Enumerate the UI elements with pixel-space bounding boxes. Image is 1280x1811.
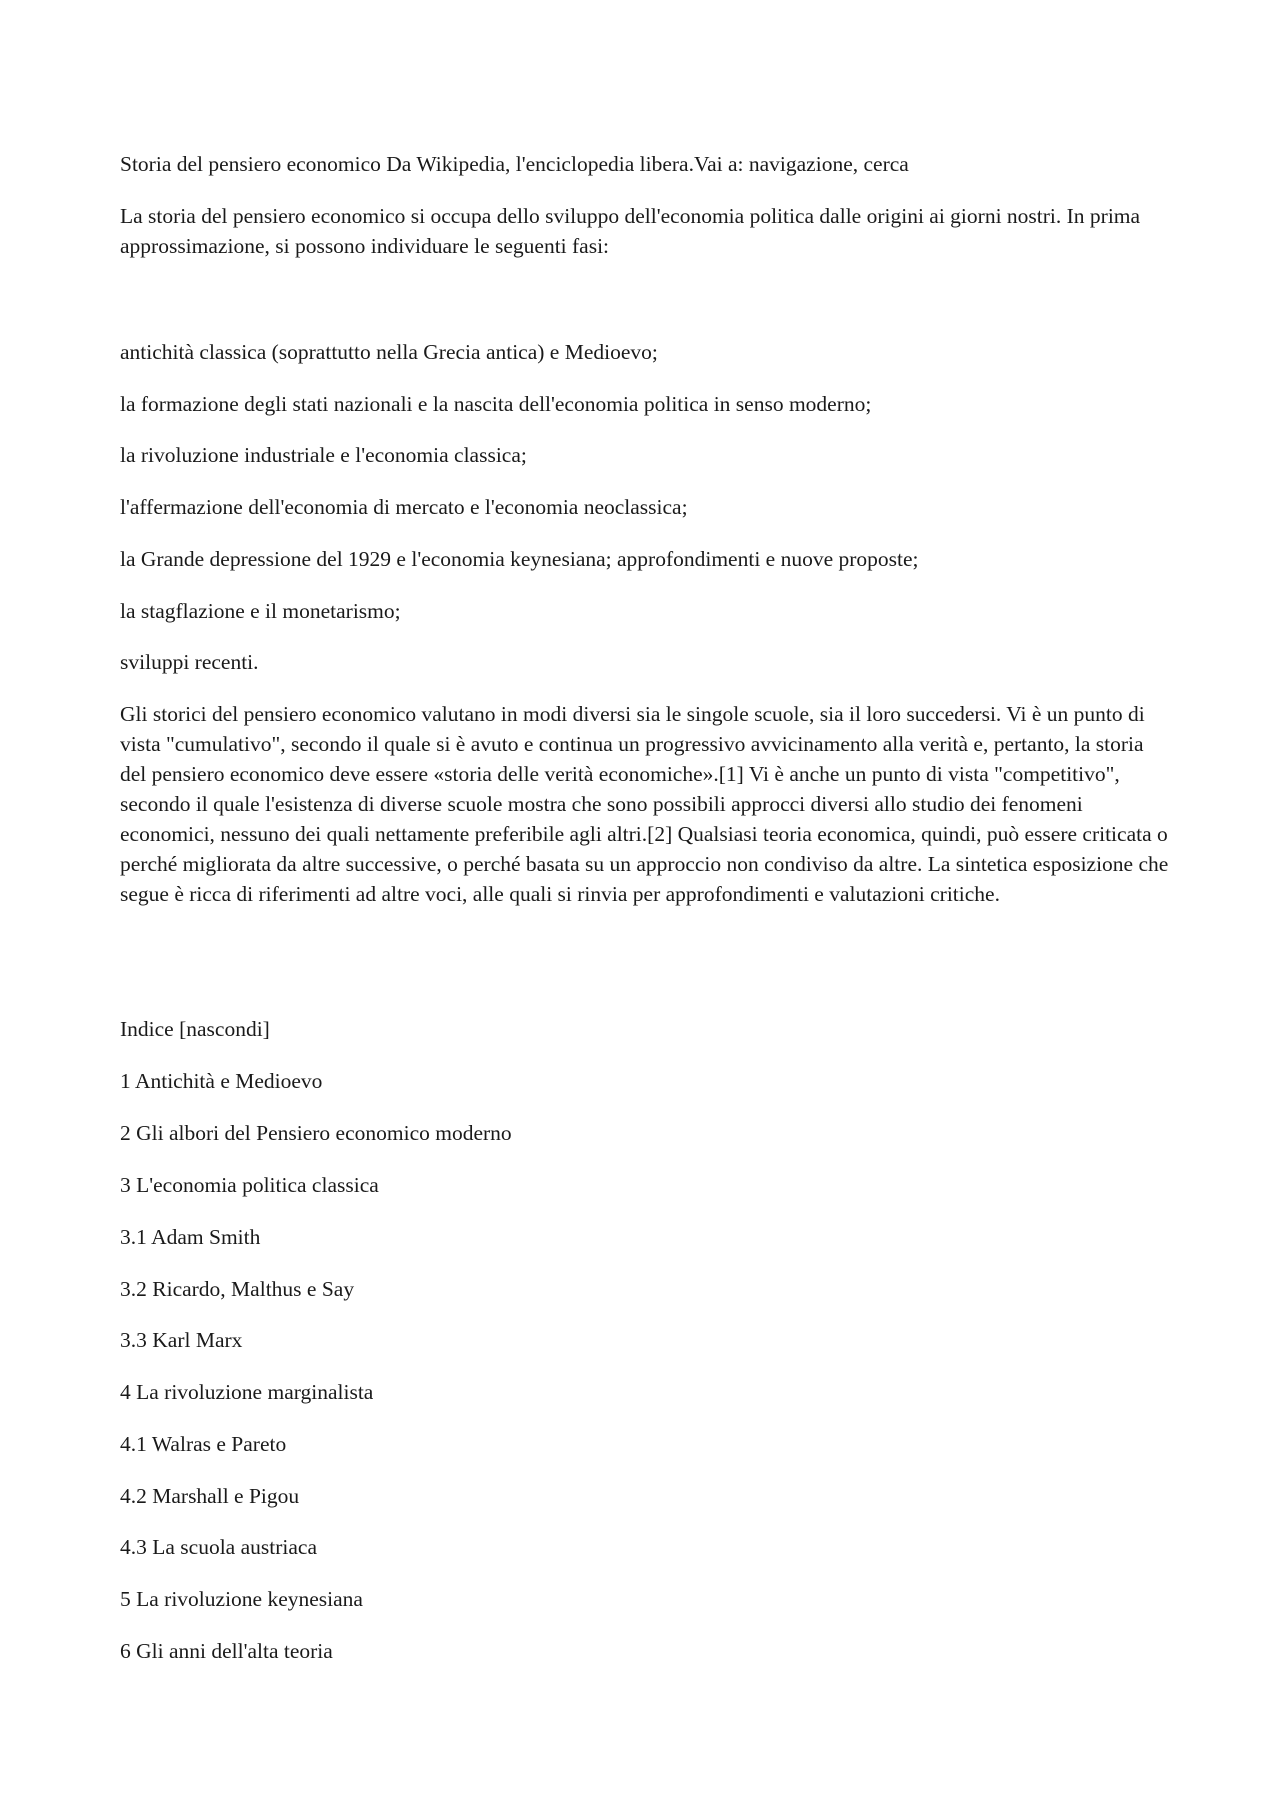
- phase-item: antichità classica (soprattutto nella Grecia antica) e Medioevo;: [120, 340, 658, 364]
- toc-item: 3 L'economia politica classica: [120, 1173, 379, 1197]
- phase-item: la stagflazione e il monetarismo;: [120, 599, 401, 623]
- discussion-paragraph: Gli storici del pensiero economico valutano in modi diversi sia le singole scuole, sia il loro succedersi. Vi è un punto di vista "cumulativo", secondo il quale si è avuto e continua un progressivo avvicinamento alla verità e, pertanto, la storia del pensiero economico deve essere «storia delle verità economiche».[1] Vi è anche un punto di vista "competitivo", secondo il quale l'esistenza di diverse scuole mostra che sono possibili approcci diversi allo studio dei fenomeni economici, nessuno dei quali nettamente preferibile agli altri.[2] Qualsiasi teoria economica, quindi, può essere criticata o perché migliorata da altre successive, o perché basata su un approccio non condiviso da altre. La sintetica esposizione che segue è ricca di riferimenti ad altre voci, alle quali si rinvia per approfondimenti e valutazioni critiche.: [120, 702, 1169, 906]
- toc-item: 2 Gli albori del Pensiero economico moderno: [120, 1121, 512, 1145]
- phase-item: la Grande depressione del 1929 e l'economia keynesiana; approfondimenti e nuove proposte;: [120, 547, 919, 571]
- toc-heading: Indice [nascondi]: [120, 1017, 270, 1041]
- toc-item: 6 Gli anni dell'alta teoria: [120, 1639, 333, 1663]
- toc-item: 4.2 Marshall e Pigou: [120, 1484, 300, 1508]
- intro-paragraph: La storia del pensiero economico si occupa dello sviluppo dell'economia politica dalle origini ai giorni nostri. In prima approssimazione, si possono individuare le seguenti fasi:: [120, 204, 1141, 258]
- phase-item: sviluppi recenti.: [120, 650, 259, 674]
- phase-item: la rivoluzione industriale e l'economia classica;: [120, 443, 527, 467]
- phase-item: la formazione degli stati nazionali e la nascita dell'economia politica in senso moderno;: [120, 392, 872, 416]
- toc-item: 5 La rivoluzione keynesiana: [120, 1587, 363, 1611]
- toc-item: 1 Antichità e Medioevo: [120, 1069, 323, 1093]
- phase-item: l'affermazione dell'economia di mercato e l'economia neoclassica;: [120, 495, 688, 519]
- toc-item: 3.2 Ricardo, Malthus e Say: [120, 1277, 355, 1301]
- toc-item: 4 La rivoluzione marginalista: [120, 1380, 374, 1404]
- toc-item: 3.3 Karl Marx: [120, 1328, 243, 1352]
- toc-item: 4.3 La scuola austriaca: [120, 1535, 317, 1559]
- toc-item: 3.1 Adam Smith: [120, 1225, 261, 1249]
- toc-item: 4.1 Walras e Pareto: [120, 1432, 287, 1456]
- title-line: Storia del pensiero economico Da Wikipedia, l'enciclopedia libera.Vai a: navigazione, cerca: [120, 152, 909, 176]
